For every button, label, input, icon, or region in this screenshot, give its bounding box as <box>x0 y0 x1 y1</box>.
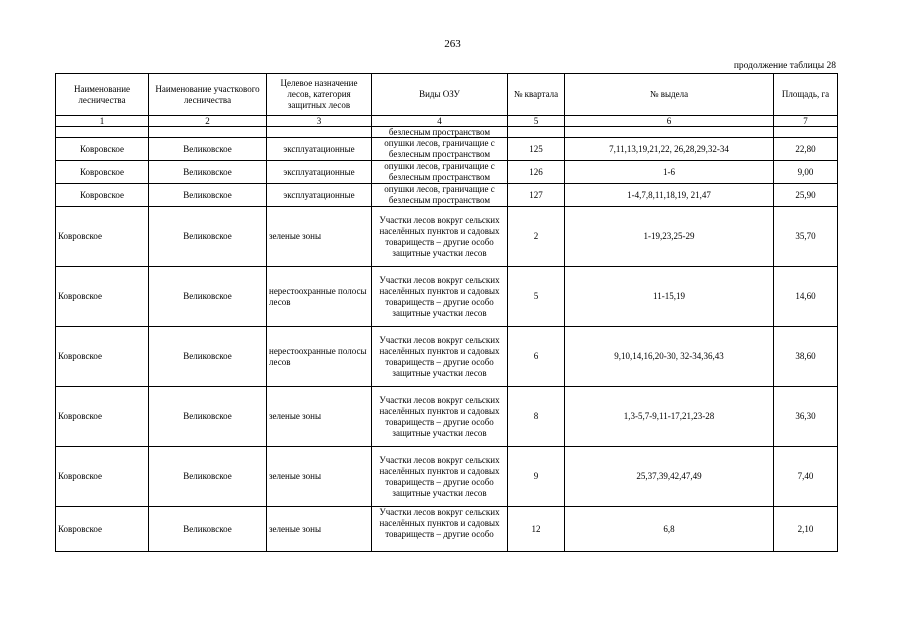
cell-area: 38,60 <box>774 327 838 387</box>
cell-forestry: Ковровское <box>56 267 149 327</box>
forest-areas-table <box>55 73 838 552</box>
cell-quarter-number: 2 <box>508 207 565 267</box>
cell-area: 36,30 <box>774 387 838 447</box>
cell-purpose-category: зеленые зоны <box>267 507 372 552</box>
cell-quarter-number: 126 <box>508 161 565 184</box>
cell-allotment-number: 1-6 <box>565 161 774 184</box>
cell-district-forestry: Великовское <box>149 267 267 327</box>
column-number: 2 <box>149 116 267 127</box>
cell-area: 14,60 <box>774 267 838 327</box>
cell-ozu-type: Участки лесов вокруг сельских населённых пунктов и садовых товариществ – другие особо защитные участки лесов <box>372 327 508 387</box>
header-ozu-types: Виды ОЗУ <box>372 74 508 116</box>
cell-forestry: Ковровское <box>56 184 149 207</box>
cell-district-forestry: Великовское <box>149 138 267 161</box>
cell-forestry <box>56 127 149 138</box>
table-row <box>56 207 838 267</box>
cell-district-forestry: Великовское <box>149 184 267 207</box>
cell-district-forestry: Великовское <box>149 207 267 267</box>
header-row <box>56 74 838 116</box>
cell-quarter-number: 9 <box>508 447 565 507</box>
column-number: 6 <box>565 116 774 127</box>
cell-allotment-number: 6,8 <box>565 507 774 552</box>
cell-area: 9,00 <box>774 161 838 184</box>
cell-district-forestry: Великовское <box>149 507 267 552</box>
cell-ozu-type: Участки лесов вокруг сельских населённых пунктов и садовых товариществ – другие особо защитные участки лесов <box>372 447 508 507</box>
header-forestry: Наименование лесничества <box>56 74 149 116</box>
cell-forestry: Ковровское <box>56 138 149 161</box>
cell-ozu-type: Участки лесов вокруг сельских населённых пунктов и садовых товариществ – другие особо <box>372 507 508 552</box>
cell-district-forestry: Великовское <box>149 447 267 507</box>
cell-allotment-number: 1,3-5,7-9,11-17,21,23-28 <box>565 387 774 447</box>
cell-forestry: Ковровское <box>56 387 149 447</box>
cell-forestry: Ковровское <box>56 161 149 184</box>
cell-area <box>774 127 838 138</box>
cell-ozu-type: Участки лесов вокруг сельских населённых пунктов и садовых товариществ – другие особо защитные участки лесов <box>372 267 508 327</box>
header-allotment-number: № выдела <box>565 74 774 116</box>
cell-allotment-number <box>565 127 774 138</box>
cell-quarter-number: 5 <box>508 267 565 327</box>
table-row <box>56 387 838 447</box>
table-row <box>56 138 838 161</box>
cell-allotment-number: 1-4,7,8,11,18,19, 21,47 <box>565 184 774 207</box>
cell-area: 2,10 <box>774 507 838 552</box>
cell-area: 22,80 <box>774 138 838 161</box>
cell-purpose-category: зеленые зоны <box>267 207 372 267</box>
cell-allotment-number: 11-15,19 <box>565 267 774 327</box>
column-number: 7 <box>774 116 838 127</box>
column-number: 3 <box>267 116 372 127</box>
cell-forestry: Ковровское <box>56 447 149 507</box>
column-numbers-row <box>56 116 838 127</box>
table-row <box>56 127 838 138</box>
cell-purpose-category: эксплуатационные <box>267 138 372 161</box>
column-number: 5 <box>508 116 565 127</box>
cell-allotment-number: 1-19,23,25-29 <box>565 207 774 267</box>
cell-ozu-type: безлесным пространством <box>372 127 508 138</box>
table-row <box>56 327 838 387</box>
table-row <box>56 184 838 207</box>
cell-purpose-category: эксплуатационные <box>267 161 372 184</box>
cell-allotment-number: 9,10,14,16,20-30, 32-34,36,43 <box>565 327 774 387</box>
cell-ozu-type: Участки лесов вокруг сельских населённых пунктов и садовых товариществ – другие особо защитные участки лесов <box>372 207 508 267</box>
cell-quarter-number <box>508 127 565 138</box>
page-number: 263 <box>444 38 461 50</box>
cell-quarter-number: 127 <box>508 184 565 207</box>
table-row <box>56 161 838 184</box>
table-continuation-note: продолжение таблицы 28 <box>733 61 836 71</box>
cell-quarter-number: 6 <box>508 327 565 387</box>
header-quarter-number: № квартала <box>508 74 565 116</box>
cell-purpose-category: нерестоохранные полосы лесов <box>267 327 372 387</box>
cell-quarter-number: 8 <box>508 387 565 447</box>
cell-ozu-type: опушки лесов, граничащие с безлесным пространством <box>372 161 508 184</box>
cell-quarter-number: 125 <box>508 138 565 161</box>
cell-area: 25,90 <box>774 184 838 207</box>
cell-area: 35,70 <box>774 207 838 267</box>
cell-ozu-type: опушки лесов, граничащие с безлесным пространством <box>372 138 508 161</box>
cell-district-forestry: Великовское <box>149 161 267 184</box>
cell-forestry: Ковровское <box>56 507 149 552</box>
header-district-forestry: Наименование участкового лесничества <box>149 74 267 116</box>
cell-quarter-number: 12 <box>508 507 565 552</box>
cell-purpose-category: зеленые зоны <box>267 447 372 507</box>
table-row <box>56 447 838 507</box>
header-purpose-category: Целевое назначение лесов, категория защитных лесов <box>267 74 372 116</box>
cell-purpose-category <box>267 127 372 138</box>
cell-forestry: Ковровское <box>56 207 149 267</box>
column-number: 4 <box>372 116 508 127</box>
table-row <box>56 267 838 327</box>
cell-ozu-type: опушки лесов, граничащие с безлесным пространством <box>372 184 508 207</box>
cell-district-forestry <box>149 127 267 138</box>
cell-district-forestry: Великовское <box>149 387 267 447</box>
cell-ozu-type: Участки лесов вокруг сельских населённых пунктов и садовых товариществ – другие особо защитные участки лесов <box>372 387 508 447</box>
cell-purpose-category: нерестоохранные полосы лесов <box>267 267 372 327</box>
cell-district-forestry: Великовское <box>149 327 267 387</box>
cell-forestry: Ковровское <box>56 327 149 387</box>
cell-area: 7,40 <box>774 447 838 507</box>
column-number: 1 <box>56 116 149 127</box>
cell-allotment-number: 7,11,13,19,21,22, 26,28,29,32-34 <box>565 138 774 161</box>
cell-purpose-category: эксплуатационные <box>267 184 372 207</box>
table-row <box>56 507 838 552</box>
cell-purpose-category: зеленые зоны <box>267 387 372 447</box>
header-area: Площадь, га <box>774 74 838 116</box>
cell-allotment-number: 25,37,39,42,47,49 <box>565 447 774 507</box>
